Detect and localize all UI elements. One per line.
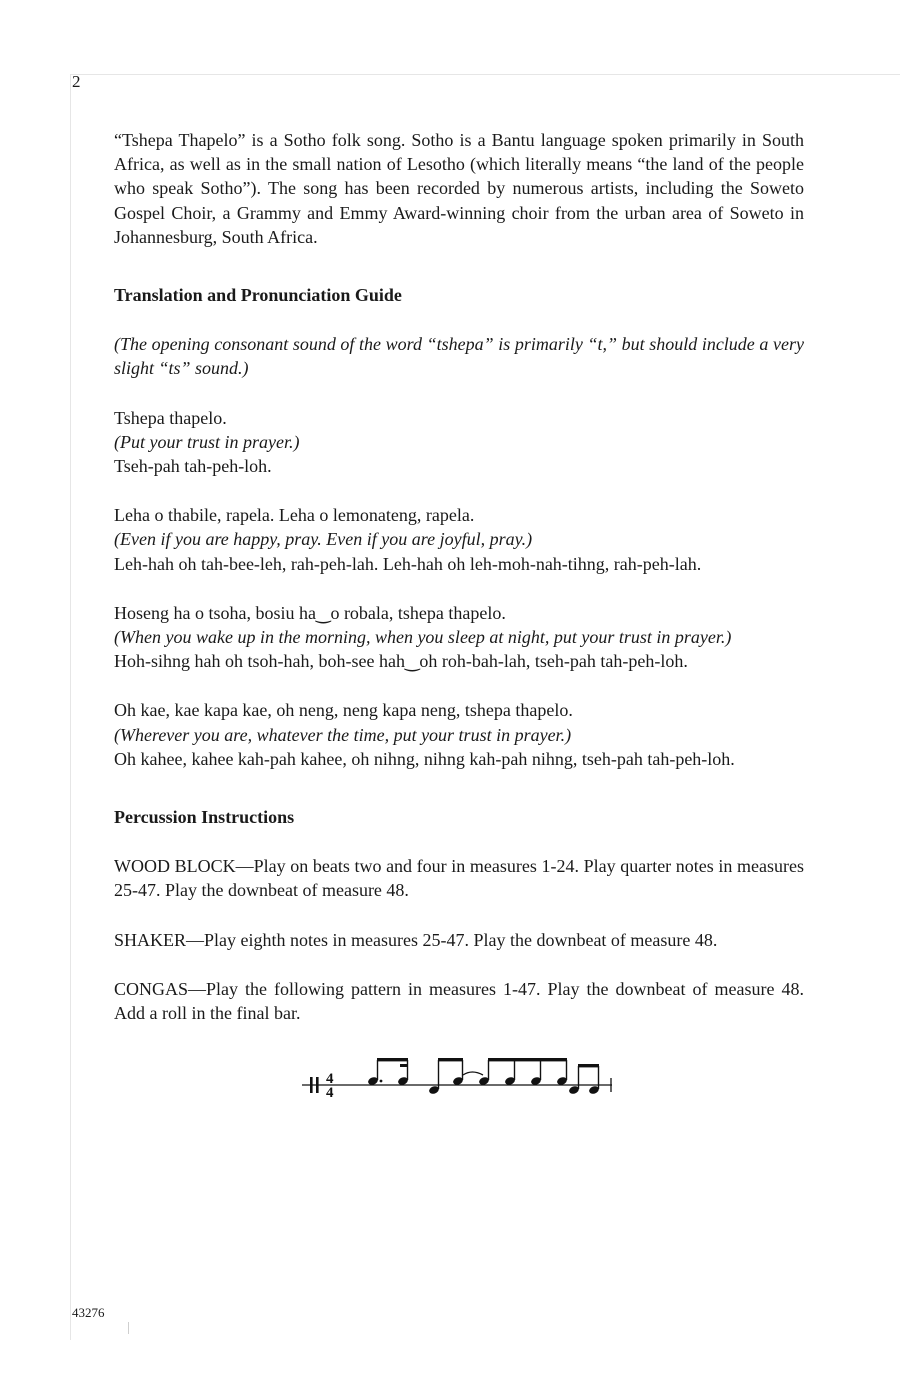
page-left-edge [70,74,71,1340]
verse-english: (Put your trust in prayer.) [114,431,300,452]
beam [438,1058,463,1061]
verse-4 [114,698,804,771]
catalog-number: 43276 [72,1305,105,1320]
time-signature-top: 4 [326,1071,334,1087]
percussion-heading: Percussion Instructions [114,807,295,828]
page-marker [128,1322,129,1334]
beam [578,1064,599,1067]
rhythm-staff [300,1048,620,1108]
wood-block-instruction: WOOD BLOCK—Play on beats two and four in measures 1-24. Play quarter notes in measures 25-47. Play the downbeat of measure 48. [114,856,804,901]
verse-english: (Even if you are happy, pray. Even if you are joyful, pray.) [114,529,533,550]
verse-1 [114,406,804,479]
verse-pronunciation: Hoh-sihng hah oh tsoh-hah, boh-see hah‿oh roh-bah-lah, tseh-pah tah-peh-loh. [114,651,688,672]
verse-pronunciation: Oh kahee, kahee kah-pah kahee, oh nihng, nihng kah-pah nihng, tseh-pah tah-peh-loh. [114,748,735,769]
page-top-edge [70,74,900,75]
verse-sotho: Oh kae, kae kapa kae, oh neng, neng kapa neng, tshepa thapelo. [114,700,573,721]
verse-sotho: Tshepa thapelo. [114,407,227,428]
conga-rhythm-pattern [300,1048,620,1108]
verse-pronunciation: Tseh-pah tah-peh-loh. [114,456,272,477]
translation-heading: Translation and Pronunciation Guide [114,285,402,306]
congas-instruction: CONGAS—Play the following pattern in measures 1-47. Play the downbeat of measure 48. Add a roll in the final bar. [114,978,804,1024]
beam [377,1058,408,1061]
page-content [114,128,804,1025]
tie [463,1072,483,1075]
verse-2 [114,503,804,576]
verse-3 [114,601,804,674]
shaker-instruction: SHAKER—Play eighth notes in measures 25-47. Play the downbeat of measure 48. [114,929,718,950]
verse-english: (Wherever you are, whatever the time, put your trust in prayer.) [114,724,572,745]
time-signature-bottom: 4 [326,1085,334,1101]
verse-pronunciation: Leh-hah oh tah-bee-leh, rah-peh-lah. Leh-hah oh leh-moh-nah-tihng, rah-peh-lah. [114,553,702,574]
verse-sotho: Hoseng ha o tsoha, bosiu ha‿o robala, tshepa thapelo. [114,602,506,623]
percussion-clef [310,1077,313,1093]
augmentation-dot [380,1080,383,1083]
intro-paragraph: “Tshepa Thapelo” is a Sotho folk song. Sotho is a Bantu language spoken primarily in South Africa, as well as in the small nation of Lesotho (which literally means “the land of the people who speak Sotho”). The song has been recorded by numerous artists, including the Soweto Gospel Choir, a Grammy and Emmy Award-winning choir from the urban area of Soweto in Johannesburg, South Africa. [114,130,804,247]
verse-sotho: Leha o thabile, rapela. Leha o lemonateng, rapela. [114,505,475,526]
pronunciation-note: (The opening consonant sound of the word “tshepa” is primarily “t,” but should include a very slight “ts” sound.) [114,334,804,379]
verse-english: (When you wake up in the morning, when you sleep at night, put your trust in prayer.) [114,627,732,648]
page-number: 2 [72,72,81,91]
sixteenth-beam [400,1064,408,1067]
beam [488,1058,567,1061]
